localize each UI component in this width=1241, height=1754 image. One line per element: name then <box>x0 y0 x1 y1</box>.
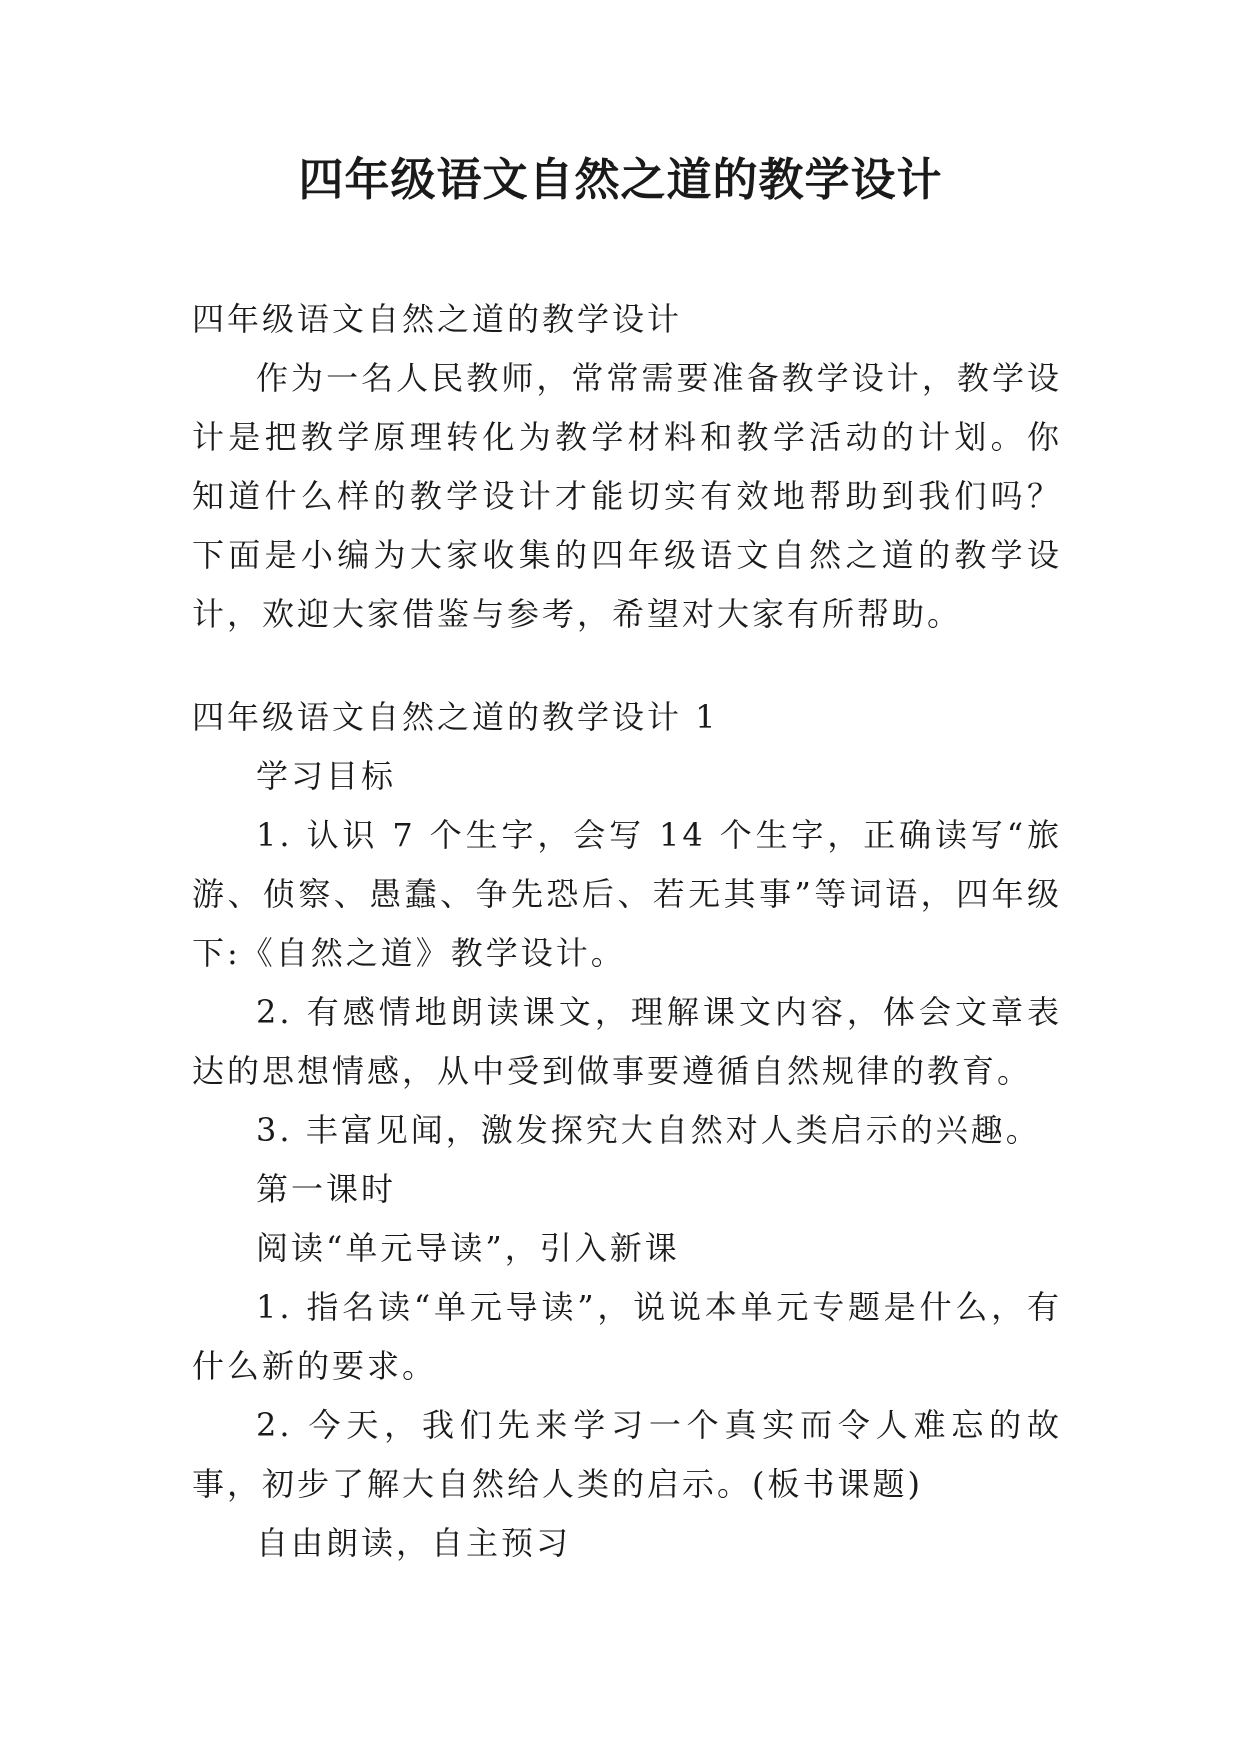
goal-item-1: 1. 认识 7 个生字，会写 14 个生字，正确读写“旅游、侦察、愚蠢、争先恐后、若无其事”等词语，四年级下:《自然之道》教学设计。 <box>192 816 1062 972</box>
section-title: 四年级语文自然之道的教学设计 1 <box>192 698 719 736</box>
intro-paragraph: 作为一名人民教师，常常需要准备教学设计，教学设计是把教学原理转化为教学材料和教学活动的计划。你知道什么样的教学设计才能切实有效地帮助到我们吗？下面是小编为大家收集的四年级语文自然之道的教学设计，欢迎大家借鉴与参考，希望对大家有所帮助。 <box>192 359 1062 633</box>
section-gap <box>192 644 1062 688</box>
heading-self-reading: 自由朗读，自主预习 <box>256 1524 572 1562</box>
goal-item-3: 3. 丰富见闻，激发探究大自然对人类启示的兴趣。 <box>256 1111 1041 1149</box>
heading-unit-guide: 阅读“单元导读”，引入新课 <box>256 1229 680 1267</box>
goal-item-2: 2. 有感情地朗读课文，理解课文内容，体会文章表达的思想情感，从中受到做事要遵循自然规律的教育。 <box>192 993 1062 1090</box>
heading-first-lesson: 第一课时 <box>256 1170 397 1208</box>
document-subtitle: 四年级语文自然之道的教学设计 <box>192 300 683 338</box>
step-item-2: 2. 今天，我们先来学习一个真实而令人难忘的故事，初步了解大自然给人类的启示。(板书课题) <box>192 1406 1062 1503</box>
step-item-1: 1. 指名读“单元导读”，说说本单元专题是什么，有什么新的要求。 <box>192 1288 1062 1385</box>
document-title: 四年级语文自然之道的教学设计 <box>298 153 943 206</box>
heading-learning-goals: 学习目标 <box>256 757 397 795</box>
document-body <box>192 290 1062 1573</box>
